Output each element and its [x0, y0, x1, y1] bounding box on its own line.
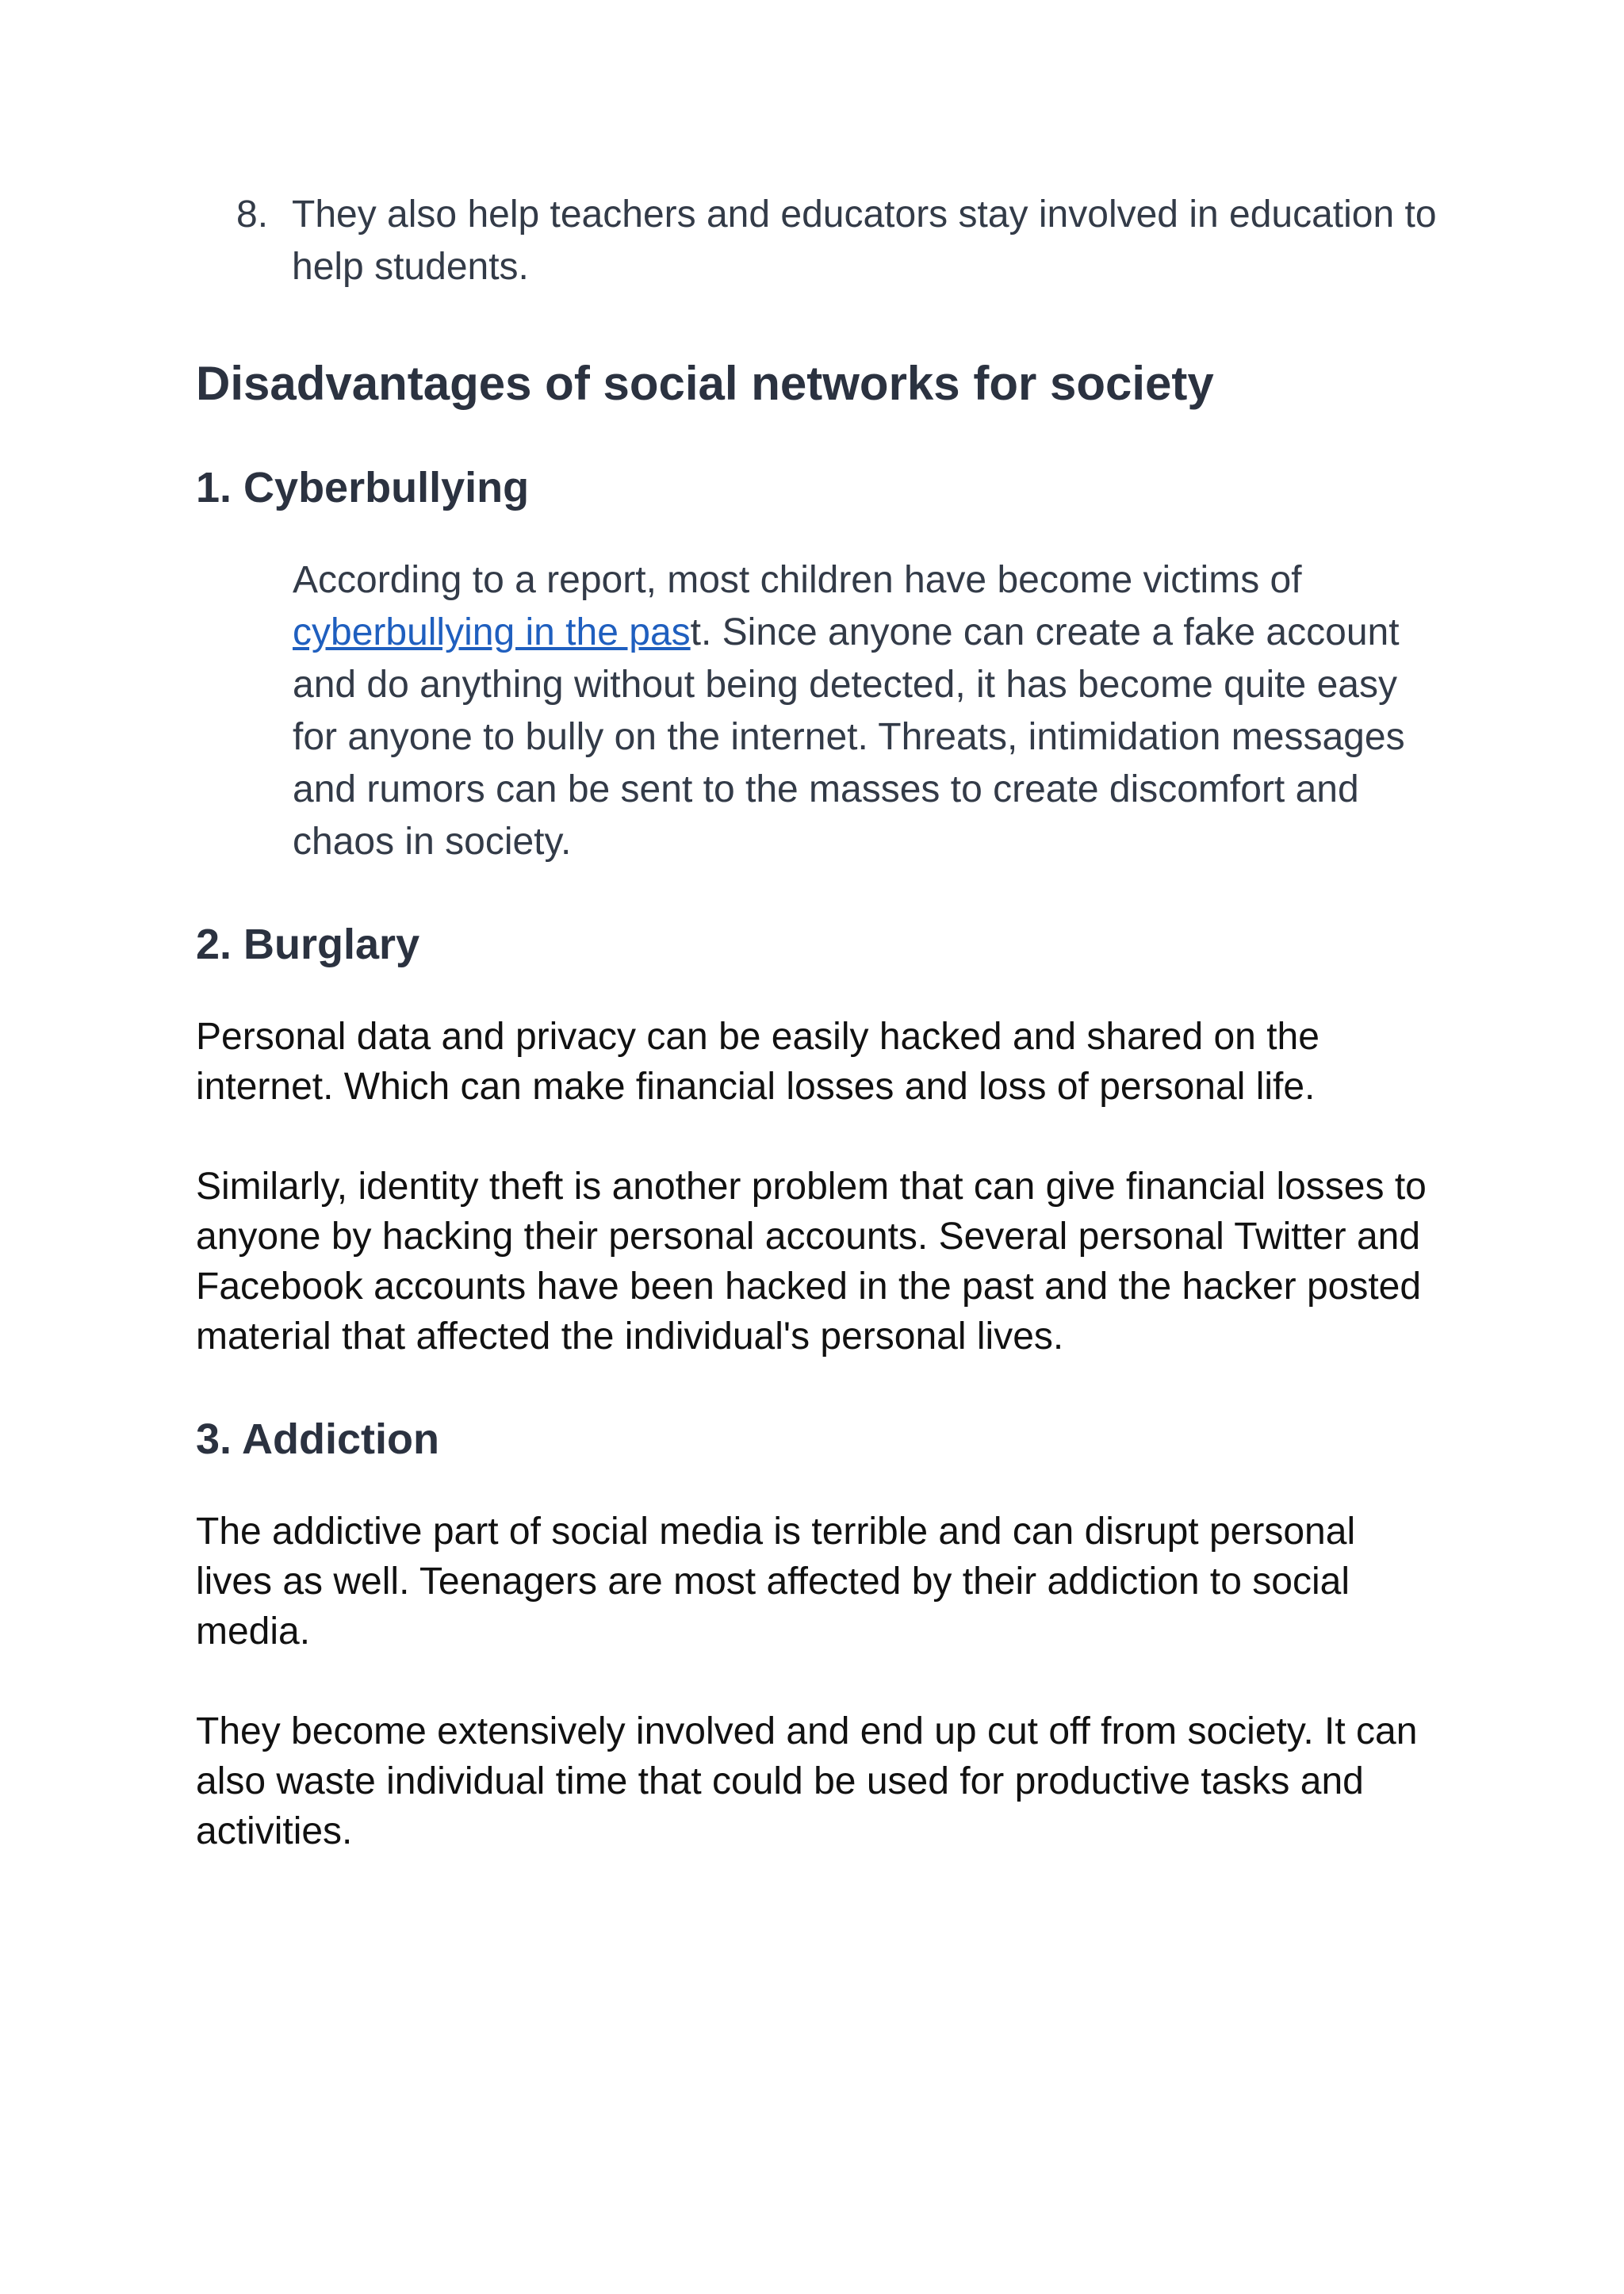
- heading-addiction: 3. Addiction: [196, 1415, 439, 1463]
- section-title: Disadvantages of social networks for society: [196, 357, 1214, 410]
- cyberbullying-text-after: t. Since anyone can create a fake account and do anything without being detected, it has become quite easy for anyone to bully on the internet. Threats, intimidation messages and rumors can be sent to the masses to create discomfort and chaos in society.: [293, 611, 1405, 863]
- cyberbullying-paragraph: [293, 554, 1419, 868]
- heading-cyberbullying: 1. Cyberbullying: [196, 464, 530, 511]
- list-item-text: They also help teachers and educators stay involved in education to help students.: [292, 193, 1437, 288]
- burglary-paragraph-2: Similarly, identity theft is another problem that can give financial losses to anyone by hacking their personal accounts. Several personal Twitter and Facebook accounts have been hacked in the past and the hacker posted material that affected the individual's personal lives.: [196, 1166, 1427, 1358]
- heading-burglary: 2. Burglary: [196, 921, 420, 968]
- addiction-paragraph-1: The addictive part of social media is terrible and can disrupt personal lives as well. Teenagers are most affected by their addiction to social media.: [196, 1511, 1356, 1653]
- cyberbullying-text-before: According to a report, most children have become victims of: [293, 559, 1302, 601]
- list-number: 8.: [236, 193, 269, 236]
- burglary-paragraph-1: Personal data and privacy can be easily hacked and shared on the internet. Which can make financial losses and loss of personal life.: [196, 1016, 1320, 1108]
- cyberbullying-link[interactable]: cyberbullying in the pas: [293, 611, 691, 653]
- list-item-8: [236, 189, 1442, 293]
- addiction-paragraph-2: They become extensively involved and end up cut off from society. It can also waste individual time that could be used for productive tasks and activities.: [196, 1710, 1418, 1852]
